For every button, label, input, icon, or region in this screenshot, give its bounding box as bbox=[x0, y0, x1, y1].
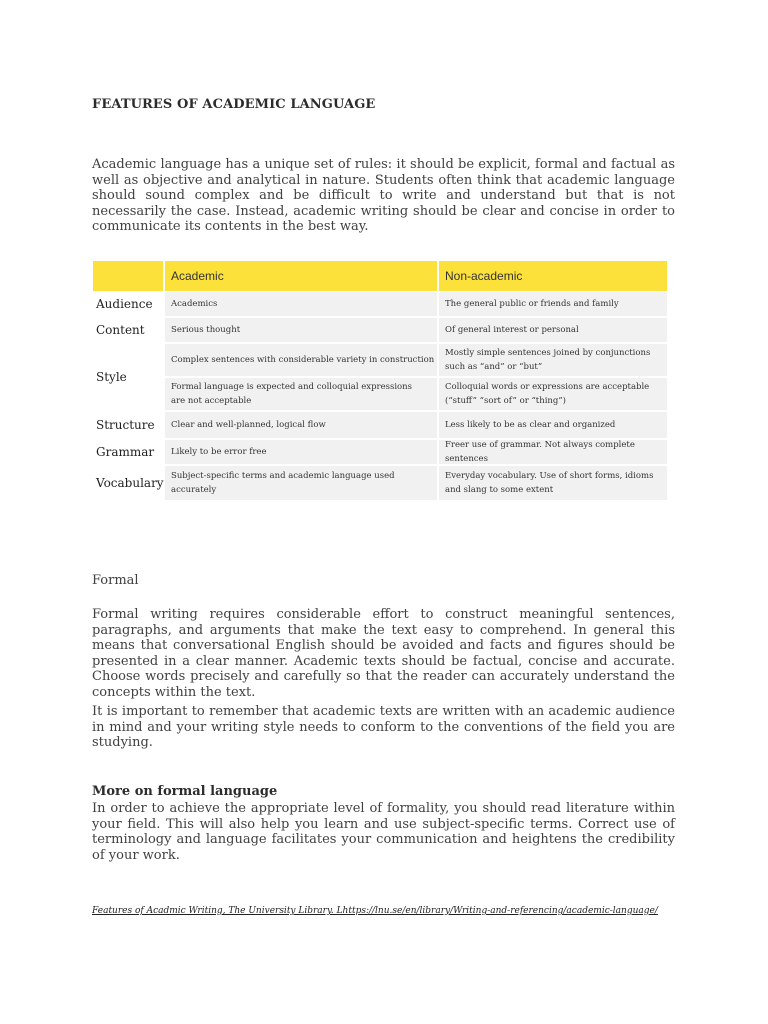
row-label-style: Style bbox=[96, 370, 127, 384]
document-title: FEATURES OF ACADEMIC LANGUAGE bbox=[92, 97, 376, 112]
table-cell: Mostly simple sentences joined by conjunctions such as “and” or “but” bbox=[439, 344, 667, 376]
table-cell: Freer use of grammar. Not always complete sentences bbox=[439, 440, 667, 464]
row-label-structure: Structure bbox=[96, 418, 155, 432]
table-cell: Likely to be error free bbox=[165, 440, 437, 464]
table-cell: Everyday vocabulary. Use of short forms, idioms and slang to some extent bbox=[439, 466, 667, 500]
more-formal-paragraph: In order to achieve the appropriate level of formality, you should read literature within your field. This will also help you learn and use subject-specific terms. Correct use of terminology and language facilitates your communication and heightens the credibility of your work. bbox=[92, 801, 675, 863]
formal-paragraph-2: It is important to remember that academic texts are written with an academic audience in mind and your writing style needs to conform to the conventions of the field you are studying. bbox=[92, 704, 675, 750]
row-label-audience: Audience bbox=[96, 297, 153, 311]
table-cell: Of general interest or personal bbox=[439, 318, 667, 342]
table-cell: Subject-specific terms and academic language used accurately bbox=[165, 466, 437, 500]
citation-link[interactable]: Features of Acadmic Writing, The University Library. Lhttps://lnu.se/en/library/Writing-and-referencing/academic-language/ bbox=[92, 906, 658, 916]
row-label-content: Content bbox=[96, 323, 145, 337]
intro-paragraph: Academic language has a unique set of rules: it should be explicit, formal and factual as well as objective and analytical in nature. Students often think that academic language should sound complex and be difficult to write and understand but that is not necessarily the case. Instead, academic writing should be clear and concise in order to communicate its contents in the best way. bbox=[92, 157, 675, 234]
row-label-grammar: Grammar bbox=[96, 445, 155, 459]
row-label-vocabulary: Vocabulary bbox=[96, 476, 164, 490]
table-cell: Academics bbox=[165, 292, 437, 316]
more-formal-heading: More on formal language bbox=[92, 784, 278, 799]
formal-heading: Formal bbox=[92, 573, 139, 588]
table-cell: Formal language is expected and colloquial expressions are not acceptable bbox=[165, 378, 437, 410]
table-cell: The general public or friends and family bbox=[439, 292, 667, 316]
table-cell: Less likely to be as clear and organized bbox=[439, 412, 667, 438]
table-header-academic: Academic bbox=[165, 261, 437, 291]
table-header-non-academic: Non-academic bbox=[439, 261, 667, 291]
table-cell: Serious thought bbox=[165, 318, 437, 342]
table-header-blank bbox=[93, 261, 163, 291]
formal-paragraph-1: Formal writing requires considerable effort to construct meaningful sentences, paragraphs, and arguments that make the text easy to comprehend. In general this means that conversational English should be avoided and facts and figures should be presented in a clear manner. Academic texts should be factual, concise and accurate. Choose words precisely and carefully so that the reader can accurately understand the concepts within the text. bbox=[92, 607, 675, 700]
table-cell: Complex sentences with considerable variety in construction bbox=[165, 344, 437, 376]
table-cell: Clear and well-planned, logical flow bbox=[165, 412, 437, 438]
table-cell: Colloquial words or expressions are acceptable (“stuff” “sort of” or “thing”) bbox=[439, 378, 667, 410]
